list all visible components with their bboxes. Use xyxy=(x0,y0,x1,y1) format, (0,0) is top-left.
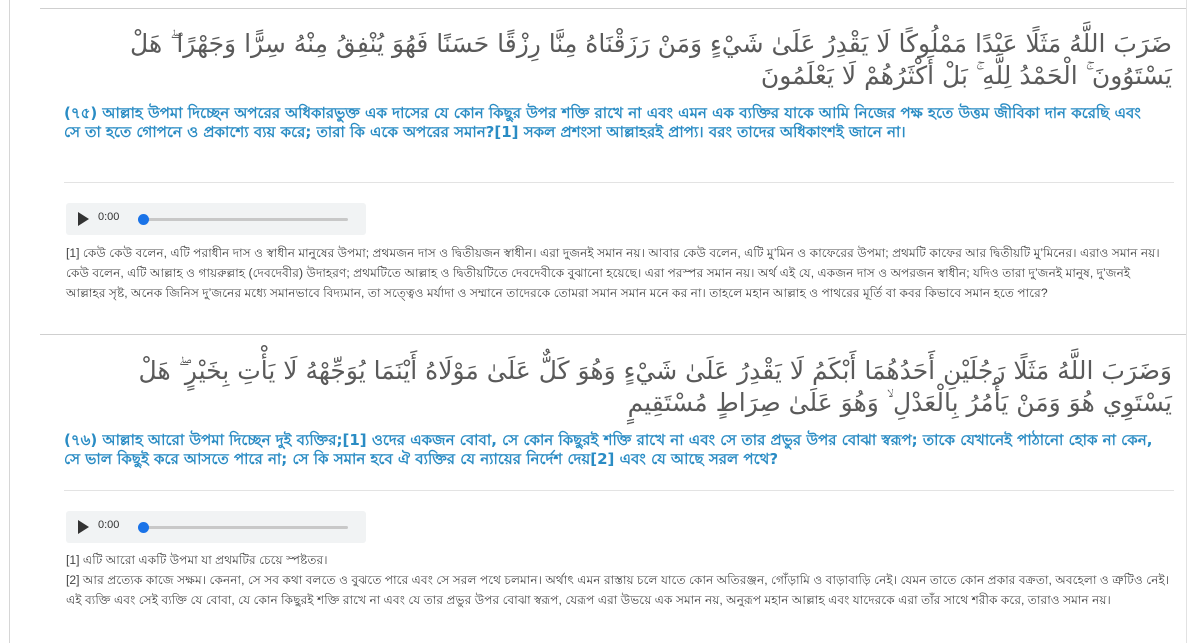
audio-seek-bar[interactable] xyxy=(138,218,348,221)
verse-75-footnotes xyxy=(66,243,1172,303)
verse-list xyxy=(10,0,1186,643)
play-icon[interactable] xyxy=(78,212,89,226)
translation-divider xyxy=(64,182,1174,183)
audio-seek-bar[interactable] xyxy=(138,526,348,529)
translation-divider xyxy=(64,490,1174,491)
verse-76-translation: (৭৬) আল্লাহ আরো উপমা দিচ্ছেন দুই ব্যক্তির;[1] ওদের একজন বোবা, সে কোন কিছুরই শক্তি রাখে না এবং সে তার প্রভুর উপর বোঝা স্বরূপ; তাকে যেখানেই পাঠানো হোক না কেন, সে ভাল কিছুই করে আসতে পারে না; সে কি সমান হবে ঐ ব্যক্তির যে ন্যায়ের নির্দেশ দেয়[2] এবং যে আছে সরল পথে? xyxy=(64,431,1153,468)
footnote-1: [1] এটি আরো একটি উপমা যা প্রথমটির চেয়ে স্পষ্টতর। xyxy=(66,553,328,567)
verse-75-arabic: ضَرَبَ اللَّهُ مَثَلًا عَبْدًا مَمْلُوكًا لَا يَقْدِرُ عَلَىٰ شَيْءٍ وَمَنْ رَزَقْنَاهُ مِنَّا رِزْقًا حَسَنًا فَهُوَ يُنْفِقُ مِنْهُ سِرًّا وَجَهْرًا ۖ هَلْ يَسْتَوُونَ ۚ الْحَمْدُ لِلَّهِ ۚ بَلْ أَكْثَرُهُمْ لَا يَعْلَمُونَ xyxy=(130,29,1172,90)
footnote-2: [2] আর প্রত্যেক কাজে সক্ষম। কেননা, সে সব কথা বলতে ও বুঝতে পারে এবং সে সরল পথে চলমান। অর্থাৎ এমন রাস্তায় চলে যাতে কোন অতিরঞ্জন, গোঁড়ামি ও বাড়াবাড়ি নেই। যেমন তাতে কোন প্রকার বক্রতা, অবহেলা ও ত্রুটিও নেই। এই ব্যক্তি এবং সেই ব্যক্তি যে বোবা, যে কোন কিছুরই শক্তি রাখে না এবং যে তার প্রভুর উপর বোঝা স্বরূপ, যেরূপ এরা উভয়ে এক সমান নয়, অনুরূপ মহান আল্লাহ এবং যাদেরকে এরা তাঁর সাথে শরীক করে, তারাও সমান নয়। xyxy=(66,573,1170,607)
verse-divider xyxy=(40,334,1186,335)
verse-76-audio-player[interactable] xyxy=(66,511,366,543)
footnote-1: [1] কেউ কেউ বলেন, এটি পরাধীন দাস ও স্বাধীন মানুষের উপমা; প্রথমজন দাস ও দ্বিতীয়জন স্বাধীন। এরা দুজনই সমান নয়। আবার কেউ বলেন, এটি মু’মিন ও কাফেরের উপমা; প্রথমটি কাফের আর দ্বিতীয়টি মু’মিনের। এরাও সমান নয়। কেউ বলেন, এটি আল্লাহ ও গায়রুল্লাহ (দেবদেবীর) উদাহরণ; প্রথমটিতে আল্লাহ ও দ্বিতীয়টিতে দেবদেবীকে বুঝানো হয়েছে। এরা পরস্পর সমান নয়। অর্থ এই যে, একজন দাস ও অপরজন স্বাধীন; যদিও তারা দু’জনই মানুষ, দু’জনই আল্লাহর সৃষ্ট, অনেক জিনিস দু’জনের মধ্যে সমানভাবে বিদ্যমান, তা সত্ত্বেও মর্যাদা ও সম্মানে তাদেরকে তোমরা সমান সমান মনে কর না। তাহলে মহান আল্লাহ ও পাথরের মূর্তি বা কবর কিভাবে সমান হতে পারে? xyxy=(66,246,1160,300)
seek-knob[interactable] xyxy=(138,522,149,533)
verse-76-arabic: وَضَرَبَ اللَّهُ مَثَلًا رَجُلَيْنِ أَحَدُهُمَا أَبْكَمُ لَا يَقْدِرُ عَلَىٰ شَيْءٍ وَهُوَ كَلٌّ عَلَىٰ مَوْلَاهُ أَيْنَمَا يُوَجِّهْهُ لَا يَأْتِ بِخَيْرٍ ۖ هَلْ يَسْتَوِي هُوَ وَمَنْ يَأْمُرُ بِالْعَدْلِ ۙ وَهُوَ عَلَىٰ صِرَاطٍ مُسْتَقِيمٍ xyxy=(138,356,1172,417)
audio-time: 0:00 xyxy=(98,519,120,531)
audio-time: 0:00 xyxy=(98,211,120,223)
play-icon[interactable] xyxy=(78,520,89,534)
verse-75-translation: (৭৫) আল্লাহ উপমা দিচ্ছেন অপরের অধিকারভুক্ত এক দাসের যে কোন কিছুর উপর শক্তি রাখে না এবং এমন এক ব্যক্তির যাকে আমি নিজের পক্ষ হতে উত্তম জীবিকা দান করেছি এবং সে তা হতে গোপনে ও প্রকাশ্যে ব্যয় করে; তারা কি একে অপরের সমান?[1] সকল প্রশংসা আল্লাহরই প্রাপ্য। বরং তাদের অধিকাংশই জানে না। xyxy=(64,104,1141,141)
verse-76-footnotes xyxy=(66,550,1172,610)
seek-knob[interactable] xyxy=(138,214,149,225)
verse-75-audio-player[interactable] xyxy=(66,203,366,235)
verse-divider xyxy=(40,8,1186,9)
